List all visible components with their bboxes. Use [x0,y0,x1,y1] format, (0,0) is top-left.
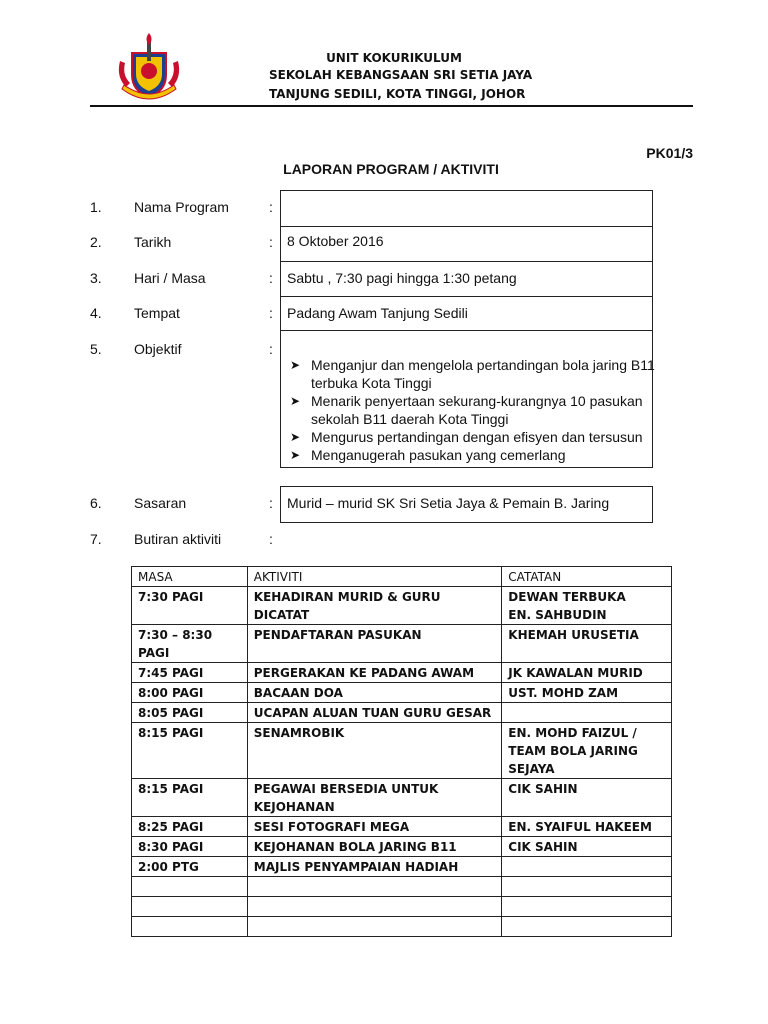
arrow-bullet-icon: ➤ [290,430,301,444]
tempat-value: Padang Awam Tanjung Sedili [287,305,468,321]
masa-cell: 8:30 PAGI [132,837,248,857]
table-row [132,663,672,683]
field-colon: : [269,531,273,547]
aktiviti-cell: SESI FOTOGRAFI MEGA [247,817,502,837]
masa-cell: 7:45 PAGI [132,663,248,683]
catatan-cell: DEWAN TERBUKA EN. SAHBUDIN [502,587,672,625]
aktiviti-cell: BACAAN DOA [247,683,502,703]
field-label-butiran-aktiviti: Butiran aktiviti [134,531,222,547]
hari-masa-value: Sabtu , 7:30 pagi hingga 1:30 petang [287,270,517,286]
field-number: 6. [90,495,102,511]
aktiviti-cell: KEHADIRAN MURID & GURU DICATAT [247,587,502,625]
column-header-catatan: CATATAN [502,567,672,587]
arrow-bullet-icon: ➤ [290,394,301,408]
header-address: TANJUNG SEDILI, KOTA TINGGI, JOHOR [269,87,526,101]
field-number: 1. [90,199,102,215]
form-code: PK01/3 [646,145,693,161]
masa-cell: 8:05 PAGI [132,703,248,723]
empty-cell[interactable] [132,917,248,937]
field-number: 3. [90,270,102,286]
page-title: LAPORAN PROGRAM / AKTIVITI [283,161,499,177]
table-row [132,857,672,877]
field-number: 5. [90,341,102,357]
table-row [132,723,672,779]
aktiviti-cell: SENAMROBIK [247,723,502,779]
field-label-objektif: Objektif [134,341,182,357]
table-header-row [132,567,672,587]
column-header-aktiviti: AKTIVITI [247,567,502,587]
field-number: 2. [90,234,102,250]
sasaran-value: Murid – murid SK Sri Setia Jaya & Pemain B. Jaring [287,495,610,511]
empty-cell[interactable] [502,897,672,917]
masa-cell: 8:15 PAGI [132,723,248,779]
catatan-cell [502,703,672,723]
table-row [132,625,672,663]
table-row [132,779,672,817]
objective-item: ➤ Menganjur dan mengelola pertandingan bola jaring B11 terbuka Kota Tinggi [290,357,655,391]
objective-item: ➤ Menganugerah pasukan yang cemerlang [290,447,566,463]
header-unit: UNIT KOKURIKULUM [326,51,462,65]
field-colon: : [269,305,273,321]
field-colon: : [269,341,273,357]
catatan-cell: EN. SYAIFUL HAKEEM [502,817,672,837]
catatan-cell [502,857,672,877]
aktiviti-cell: PEGAWAI BERSEDIA UNTUK KEJOHANAN [247,779,502,817]
catatan-cell: KHEMAH URUSETIA [502,625,672,663]
field-colon: : [269,199,273,215]
field-label-hari-masa: Hari / Masa [134,270,206,286]
masa-cell: 8:25 PAGI [132,817,248,837]
objective-item: ➤ Mengurus pertandingan dengan efisyen dan tersusun [290,429,643,445]
field-label-tarikh: Tarikh [134,234,172,250]
objective-list [288,356,678,464]
objective-item: ➤ Menarik penyertaan sekurang-kurangnya 10 pasukan sekolah B11 daerah Kota Tinggi [290,393,643,427]
masa-cell: 8:15 PAGI [132,779,248,817]
table-row [132,683,672,703]
field-label-nama-program: Nama Program [134,199,229,215]
aktiviti-cell: UCAPAN ALUAN TUAN GURU GESAR [247,703,502,723]
field-number: 4. [90,305,102,321]
table-row [132,817,672,837]
field-number: 7. [90,531,102,547]
aktiviti-cell: KEJOHANAN BOLA JARING B11 [247,837,502,857]
table-row-empty [132,917,672,937]
empty-cell[interactable] [132,897,248,917]
field-colon: : [269,234,273,250]
arrow-bullet-icon: ➤ [290,358,301,372]
aktiviti-cell: MAJLIS PENYAMPAIAN HADIAH [247,857,502,877]
field-label-sasaran: Sasaran [134,495,187,511]
nama-program-field[interactable] [280,190,653,227]
empty-cell[interactable] [247,917,502,937]
catatan-cell: JK KAWALAN MURID [502,663,672,683]
empty-cell[interactable] [502,877,672,897]
catatan-cell: UST. MOHD ZAM [502,683,672,703]
masa-cell: 8:00 PAGI [132,683,248,703]
aktiviti-cell: PENDAFTARAN PASUKAN [247,625,502,663]
arrow-bullet-icon: ➤ [290,448,301,462]
catatan-cell: EN. MOHD FAIZUL / TEAM BOLA JARING SEJAYA [502,723,672,779]
tarikh-value: 8 Oktober 2016 [287,233,384,249]
field-colon: : [269,495,273,511]
table-row [132,587,672,625]
masa-cell: 7:30 PAGI [132,587,248,625]
empty-cell[interactable] [247,897,502,917]
empty-cell[interactable] [132,877,248,897]
field-label-tempat: Tempat [134,305,180,321]
masa-cell: 2:00 PTG [132,857,248,877]
aktiviti-cell: PERGERAKAN KE PADANG AWAM [247,663,502,683]
masa-cell: 7:30 – 8:30 PAGI [132,625,248,663]
empty-cell[interactable] [247,877,502,897]
empty-cell[interactable] [502,917,672,937]
table-row-empty [132,877,672,897]
header-school-name: SEKOLAH KEBANGSAAN SRI SETIA JAYA [269,68,533,82]
catatan-cell: CIK SAHIN [502,779,672,817]
column-header-masa: MASA [132,567,248,587]
table-row [132,837,672,857]
field-colon: : [269,270,273,286]
table-row-empty [132,897,672,917]
activity-table [131,566,672,937]
header-rule [90,105,693,107]
catatan-cell: CIK SAHIN [502,837,672,857]
school-logo [116,31,182,105]
table-row [132,703,672,723]
